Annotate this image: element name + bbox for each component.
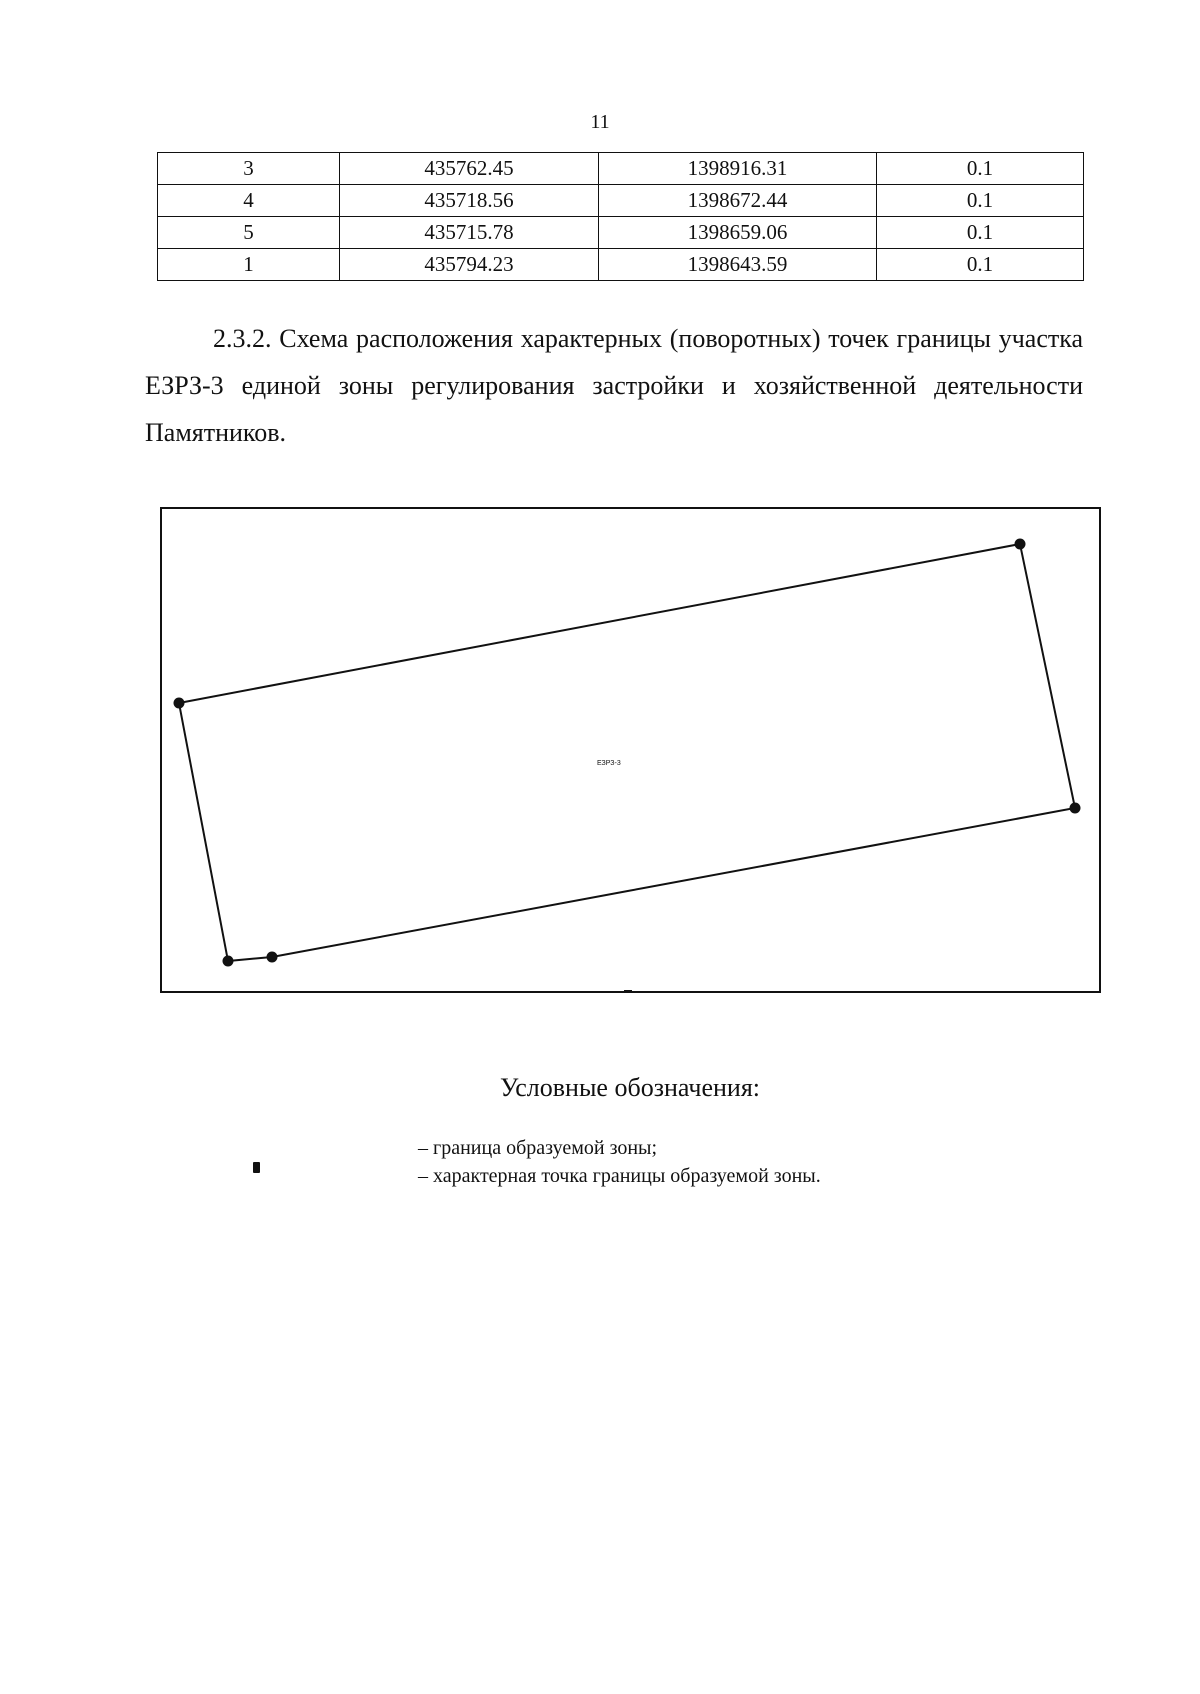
accuracy-cell: 0.1 <box>877 249 1084 281</box>
boundary-scheme <box>160 507 1101 993</box>
x-coordinate-cell: 435715.78 <box>340 217 599 249</box>
table-row <box>158 153 1084 185</box>
legend-item-boundary: – граница образуемой зоны; <box>418 1137 658 1159</box>
point-number-cell: 5 <box>158 217 340 249</box>
point-number-cell: 1 <box>158 249 340 281</box>
boundary-point <box>174 698 185 709</box>
table-row <box>158 217 1084 249</box>
accuracy-cell: 0.1 <box>877 185 1084 217</box>
boundary-point <box>223 956 234 967</box>
y-coordinate-cell: 1398659.06 <box>599 217 877 249</box>
zone-boundary <box>179 544 1075 961</box>
boundary-point <box>267 952 278 963</box>
boundary-point-icon <box>253 1162 260 1173</box>
x-coordinate-cell: 435718.56 <box>340 185 599 217</box>
scheme-artifact <box>624 990 632 993</box>
y-coordinate-cell: 1398672.44 <box>599 185 877 217</box>
y-coordinate-cell: 1398643.59 <box>599 249 877 281</box>
x-coordinate-cell: 435762.45 <box>340 153 599 185</box>
accuracy-cell: 0.1 <box>877 153 1084 185</box>
accuracy-cell: 0.1 <box>877 217 1084 249</box>
legend-item-point: – характерная точка границы образуемой зоны. <box>418 1165 821 1187</box>
legend-title: Условные обозначения: <box>499 1073 761 1102</box>
point-number-cell: 4 <box>158 185 340 217</box>
table-row <box>158 185 1084 217</box>
boundary-point <box>1015 539 1026 550</box>
zone-label: ЕЗРЗ-3 <box>597 760 621 767</box>
table-row <box>158 249 1084 281</box>
x-coordinate-cell: 435794.23 <box>340 249 599 281</box>
scheme-frame <box>161 508 1100 992</box>
y-coordinate-cell: 1398916.31 <box>599 153 877 185</box>
page-number: 11 <box>590 111 610 133</box>
section-paragraph: 2.3.2. Схема расположения характерных (поворотных) точек границы участка ЕЗРЗ-3 единой зоны регулирования застройки и хозяйственной деятельности Памятников. <box>145 324 1083 447</box>
boundary-point <box>1070 803 1081 814</box>
point-number-cell: 3 <box>158 153 340 185</box>
coordinates-table <box>157 152 1084 281</box>
